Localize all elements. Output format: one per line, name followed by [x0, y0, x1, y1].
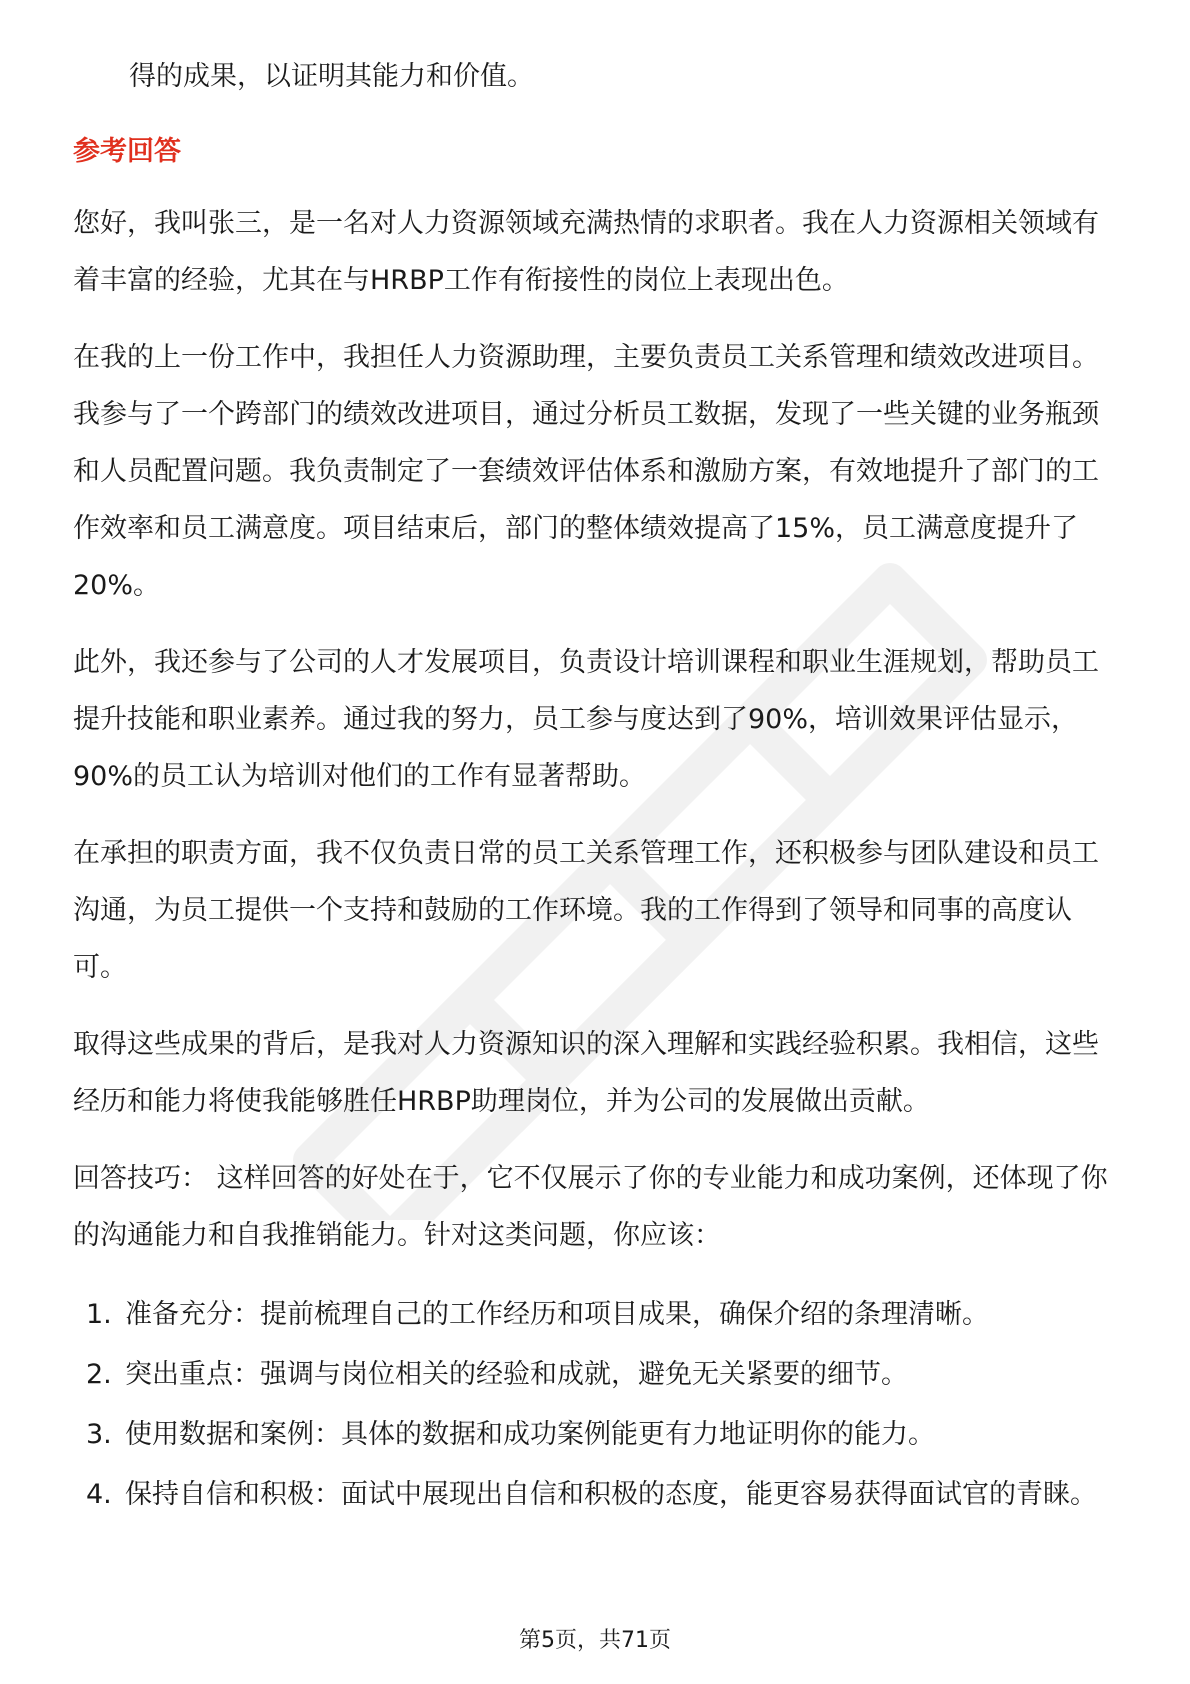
- list-item: [73, 1346, 1123, 1403]
- list-text: 保持自信和积极：面试中展现出自信和积极的态度，能更容易获得面试官的青睐。: [125, 1479, 1097, 1510]
- list-number: 2.: [86, 1359, 112, 1390]
- paragraph: 此外，我还参与了公司的人才发展项目，负责设计培训课程和职业生涯规划，帮助员工提升技能和职业素养。通过我的努力，员工参与度达到了90%，培训效果评估显示，90%的员工认为培训对他们的工作有显著帮助。: [73, 647, 1099, 792]
- list-number: 1.: [86, 1299, 112, 1330]
- section-title: 参考回答: [73, 136, 181, 167]
- list-number: 3.: [86, 1419, 112, 1450]
- list-item: [73, 1406, 1123, 1463]
- list-number: 4.: [86, 1479, 112, 1510]
- list-item: [73, 1466, 1123, 1523]
- list-text: 准备充分：提前梳理自己的工作经历和项目成果，确保介绍的条理清晰。: [125, 1299, 989, 1330]
- paragraph: 您好，我叫张三，是一名对人力资源领域充满热情的求职者。我在人力资源相关领域有着丰富的经验，尤其在与HRBP工作有衔接性的岗位上表现出色。: [73, 208, 1099, 296]
- paragraph: 取得这些成果的背后，是我对人力资源知识的深入理解和实践经验积累。我相信，这些经历和能力将使我能够胜任HRBP助理岗位，并为公司的发展做出贡献。: [73, 1029, 1099, 1117]
- paragraph: 在承担的职责方面，我不仅负责日常的员工关系管理工作，还积极参与团队建设和员工沟通，为员工提供一个支持和鼓励的工作环境。我的工作得到了领导和同事的高度认可。: [73, 838, 1099, 983]
- page-footer: 第5页，共71页: [519, 1628, 671, 1653]
- document-body: [73, 48, 1123, 1526]
- tips-list: [73, 1286, 1123, 1523]
- list-text: 使用数据和案例：具体的数据和成功案例能更有力地证明你的能力。: [125, 1419, 935, 1450]
- paragraph: 在我的上一份工作中，我担任人力资源助理，主要负责员工关系管理和绩效改进项目。我参与了一个跨部门的绩效改进项目，通过分析员工数据，发现了一些关键的业务瓶颈和人员配置问题。我负责制定了一套绩效评估体系和激励方案，有效地提升了部门的工作效率和员工满意度。项目结束后，部门的整体绩效提高了15%，员工满意度提升了20%。: [73, 342, 1099, 601]
- list-text: 突出重点：强调与岗位相关的经验和成就，避免无关紧要的细节。: [125, 1359, 908, 1390]
- tips-intro: 回答技巧： 这样回答的好处在于，它不仅展示了你的专业能力和成功案例，还体现了你的沟通能力和自我推销能力。针对这类问题，你应该：: [73, 1163, 1108, 1251]
- continued-text: 得的成果，以证明其能力和价值。: [129, 61, 534, 92]
- list-item: [73, 1286, 1123, 1343]
